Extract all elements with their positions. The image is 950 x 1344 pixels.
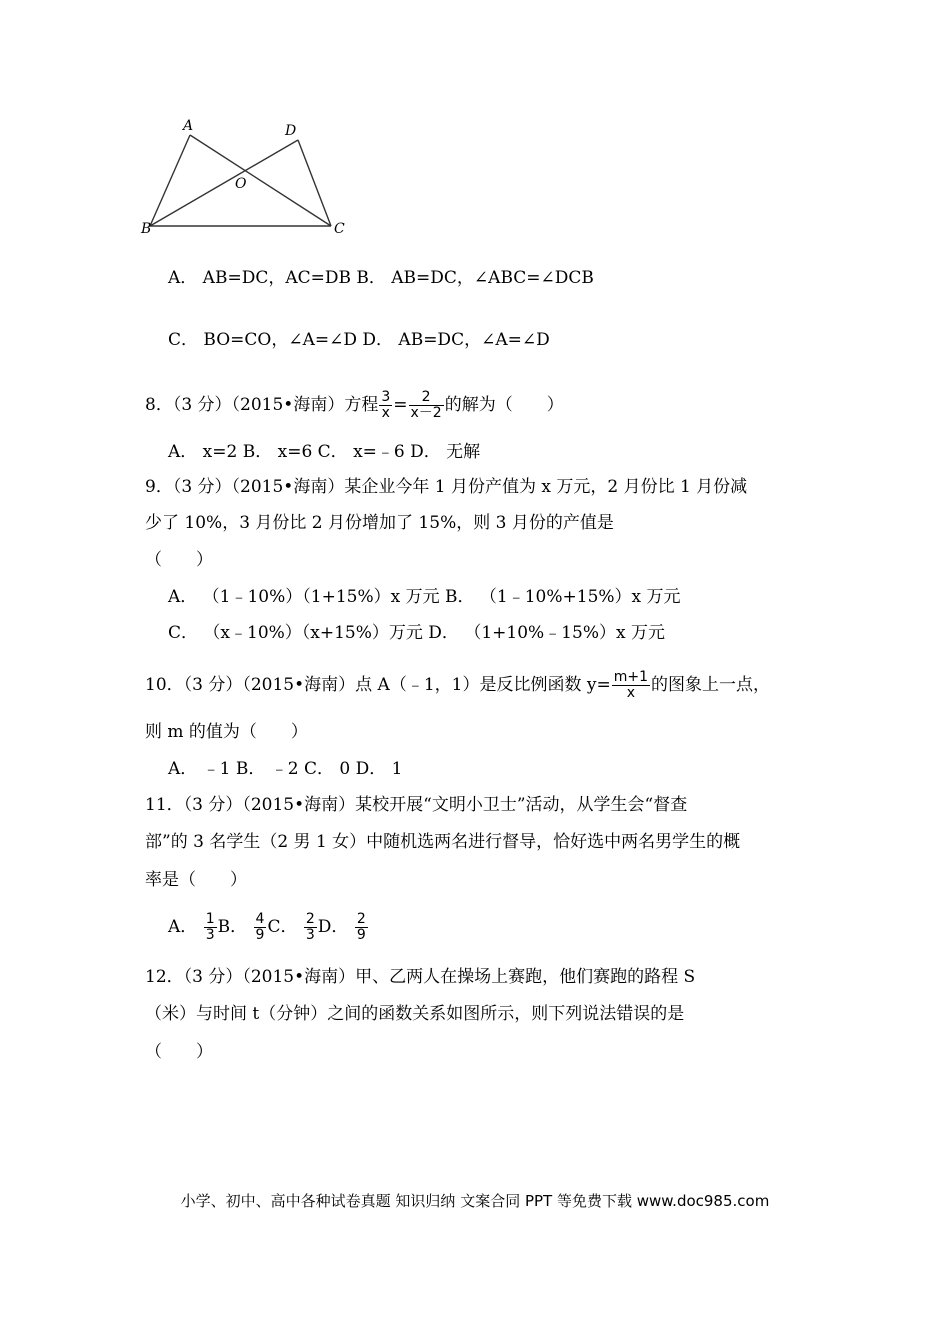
- q10-line2: 则 m 的值为（ ）: [145, 722, 308, 742]
- triangle-figure: [135, 115, 355, 245]
- q8-equals: =: [393, 395, 408, 415]
- q11-opt-a-label: A．: [168, 917, 198, 937]
- q8-fraction-1: $\frac{3}{x}$: [381, 389, 391, 421]
- q12-line1: 12．（3 分）（2015•海南）甲、乙两人在操场上赛跑，他们赛跑的路程 S: [145, 967, 696, 987]
- q8-fraction-2: $\frac{2}{x-2}$: [410, 389, 442, 421]
- q10-prefix: 10．（3 分）（2015•海南）点 A（﹣1，1）是反比例函数 y=: [145, 675, 611, 695]
- q11-opt-c-fraction: $\frac{2}{3}$: [305, 911, 315, 943]
- q9-line1: 9．（3 分）（2015•海南）某企业今年 1 月份产值为 x 万元，2 月份比 1 月份减: [145, 477, 748, 497]
- q9-options-cd: C． （x﹣10%）（x+15%）万元 D． （1+10%﹣15%）x 万元: [168, 623, 665, 643]
- q10-stem: [145, 670, 770, 701]
- label-B: B: [141, 221, 152, 237]
- q12-line2: （米）与时间 t（分钟）之间的函数关系如图所示，则下列说法错误的是: [145, 1004, 685, 1024]
- q8-prefix: 8．（3 分）（2015•海南）方程: [145, 395, 379, 415]
- q11-opt-a-fraction: $\frac{1}{3}$: [205, 911, 215, 943]
- q11-opt-b-label: B．: [217, 917, 248, 937]
- label-D: D: [285, 123, 297, 139]
- q9-line2: 少了 10%，3 月份比 2 月份增加了 15%，则 3 月份的产值是: [145, 513, 614, 533]
- q10-suffix: 的图象上一点，: [651, 675, 770, 695]
- q7-options-ab: A． AB=DC，AC=DB B． AB=DC，∠ABC=∠DCB: [168, 268, 594, 288]
- q8-stem: [145, 390, 564, 421]
- label-A: A: [183, 118, 194, 134]
- q11-opt-d-fraction: $\frac{2}{9}$: [356, 911, 366, 943]
- q11-opt-b-fraction: $\frac{4}{9}$: [255, 911, 265, 943]
- q11-opt-d-label: D．: [317, 917, 349, 937]
- label-O: O: [235, 176, 247, 192]
- q11-options: [168, 912, 369, 943]
- q11-opt-c-label: C．: [267, 917, 298, 937]
- q9-line3: （ ）: [145, 550, 213, 570]
- q7-options-cd: C． BO=CO，∠A=∠D D． AB=DC，∠A=∠D: [168, 330, 550, 350]
- q8-options: A． x=2 B． x=6 C． x=﹣6 D． 无解: [168, 442, 481, 462]
- q11-line3: 率是（ ）: [145, 870, 247, 890]
- q10-options: A． ﹣1 B． ﹣2 C． 0 D． 1: [168, 759, 403, 779]
- q11-line1: 11．（3 分）（2015•海南）某校开展“文明小卫士”活动，从学生会“督查: [145, 795, 688, 815]
- label-C: C: [334, 221, 345, 237]
- q11-line2: 部”的 3 名学生（2 男 1 女）中随机选两名进行督导，恰好选中两名男学生的概: [145, 832, 741, 852]
- q12-line3: （ ）: [145, 1042, 213, 1062]
- q8-suffix: 的解为（ ）: [444, 395, 564, 415]
- q9-options-ab: A． （1﹣10%）（1+15%）x 万元 B． （1﹣10%+15%）x 万元: [168, 587, 681, 607]
- page-footer: 小学、初中、高中各种试卷真题 知识归纳 文案合同 PPT 等免费下载 www.doc985.com: [180, 1192, 770, 1210]
- q10-fraction: $\frac{m+1}{x}$: [613, 669, 648, 701]
